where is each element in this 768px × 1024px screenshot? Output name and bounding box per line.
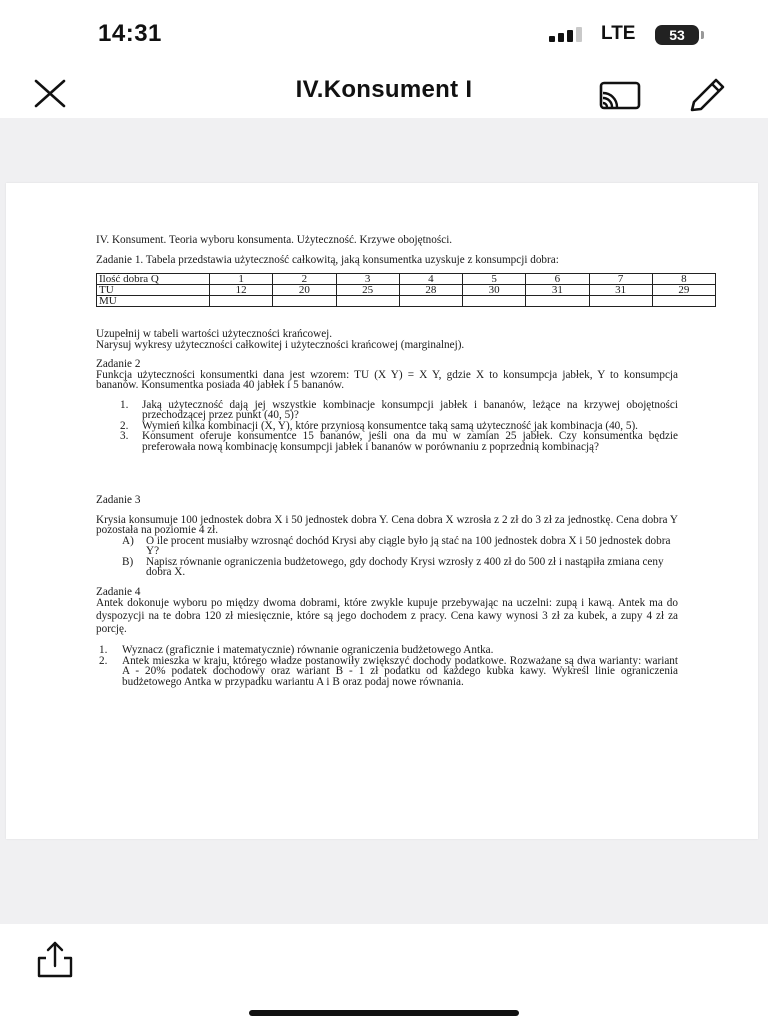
document-title: IV.Konsument I [295,76,473,103]
task3-intro: Krysia konsumuje 100 jednostek dobra X i 50 jednostek dobra Y. Cena dobra X wzrosła z 2 zł do 3 zł za jednostkę. Cena dobra Y pozostała na poziomie 4 zł. [96,513,678,536]
table-cell: 3 [336,274,399,285]
table-cell: 4 [399,274,462,285]
table-row [97,285,716,296]
list-item: A) O ile procent musiałby wzrosnąć dochód Krysi aby ciągle było ją stać na 100 jednostek dobra X i 50 jednostek dobra Y? [122,534,671,557]
list-item: B) Napisz równanie ograniczenia budżetowego, gdy dochody Krysi wzrosły z 400 zł do 500 zł i nastąpiła zmiana ceny dobra X. [122,555,664,578]
list-item: 2. Antek mieszka w kraju, którego władze postanowiły zwiększyć dochody podatkowe. Rozważane są dwa warianty: wariant A - 20% podatek dochodowy oraz wariant B - 1 zł podatku od każdego kubka kawy. Wykreśl linie ograniczenia budżetowego Antka w przypadku wariantu A i B oraz podaj nowe równania. [99,654,678,688]
table-cell: Ilość dobra Q [97,274,210,285]
table-cell: 31 [526,285,589,296]
task2-list [96,400,678,453]
status-time: 14:31 [98,20,162,47]
table-cell: 28 [399,285,462,296]
table-cell [526,296,589,307]
edit-button[interactable] [686,76,728,116]
task2-intro: Funkcja użyteczności konsumentki dana jest wzorem: TU (X Y) = X Y, gdzie X to konsumpcja jabłek, Y to konsumpcja bananów. Konsumentka posiada 40 jabłek i 5 bananów. [96,368,678,391]
signal-icon [549,28,589,42]
table-cell [463,296,526,307]
table-cell [210,296,273,307]
bottom-toolbar [0,924,768,1024]
cast-button[interactable] [598,78,642,114]
battery-icon: 53 [655,25,699,45]
task1-line1: Uzupełnij w tabeli wartości użyteczności krańcowej. [96,328,333,340]
list-item: 1. Jaką użyteczność dają jej wszystkie kombinacje konsumpcji jabłek i bananów, leżące na krzywej obojętności przechodzącej przez punkt (40, 5)? [120,398,678,421]
table-cell: 30 [463,285,526,296]
table-cell: 8 [652,274,715,285]
table-cell [589,296,652,307]
home-indicator [249,1010,519,1016]
task3-list [96,536,678,578]
share-icon [34,938,76,980]
table-row [97,274,716,285]
doc-heading: IV. Konsument. Teoria wyboru konsumenta. Użyteczność. Krzywe obojętności. [96,234,453,246]
status-bar [0,0,768,70]
task1-line2: Narysuj wykresy użyteczności całkowitej i użyteczności krańcowej (marginalnej). [96,338,465,351]
document-viewer[interactable] [0,118,768,924]
table-cell: 5 [463,274,526,285]
table-cell: 7 [589,274,652,285]
table-cell: 29 [652,285,715,296]
table-cell: 12 [210,285,273,296]
battery-tip [701,31,704,39]
table-cell [273,296,336,307]
list-item: 1. Wyznacz (graficznie i matematycznie) równanie ograniczenia budżetowego Antka. [99,644,494,656]
table-cell: 20 [273,285,336,296]
table-cell: 1 [210,274,273,285]
table-cell: 25 [336,285,399,296]
table-cell: 2 [273,274,336,285]
table-cell: TU [97,285,210,296]
task4-list [96,645,678,687]
list-item: 3. Konsument oferuje konsumentce 15 bananów, jeśli ona da mu w zamian 25 jabłek. Czy konsumentka będzie preferowała nową kombinację konsumpcji jabłek i bananów w porównaniu z poprzednią kombinacją? [120,430,678,453]
document-content [96,234,690,688]
table-cell: 6 [526,274,589,285]
table-cell [652,296,715,307]
cast-icon [598,78,642,114]
pencil-icon [686,76,728,116]
share-button[interactable] [34,938,76,980]
list-item: 2. Wymień kilka kombinacji (X, Y), które przyniosą konsumentce taką samą użyteczność jak kombinacja (40, 5). [120,419,638,432]
table-cell [336,296,399,307]
document-page [6,183,758,839]
table-cell: 31 [589,285,652,296]
task4-title: Zadanie 4 [96,585,141,598]
task1-intro: Zadanie 1. Tabela przedstawia użyteczność całkowitą, jaką konsumentka uzyskuje z konsumpcji dobra: [96,253,559,266]
task3-title: Zadanie 3 [96,494,141,506]
utility-table [96,273,716,307]
task4-intro: Antek dokonuje wyboru po między dwoma dobrami, które zwykle kupuje przebywając na uczelni: zupą i kawą. Antek ma do dyspozycji na te dobra 120 zł miesięcznie, które są jego dochodem z pracy. Cena kawy wynosi 3 zł za kubek, a zupy 4 zł za porcję. [96,597,678,635]
task2-title: Zadanie 2 [96,358,141,370]
nav-bar [0,70,768,118]
table-cell: MU [97,296,210,307]
table-cell [399,296,462,307]
network-type: LTE [601,23,636,44]
table-row [97,296,716,307]
